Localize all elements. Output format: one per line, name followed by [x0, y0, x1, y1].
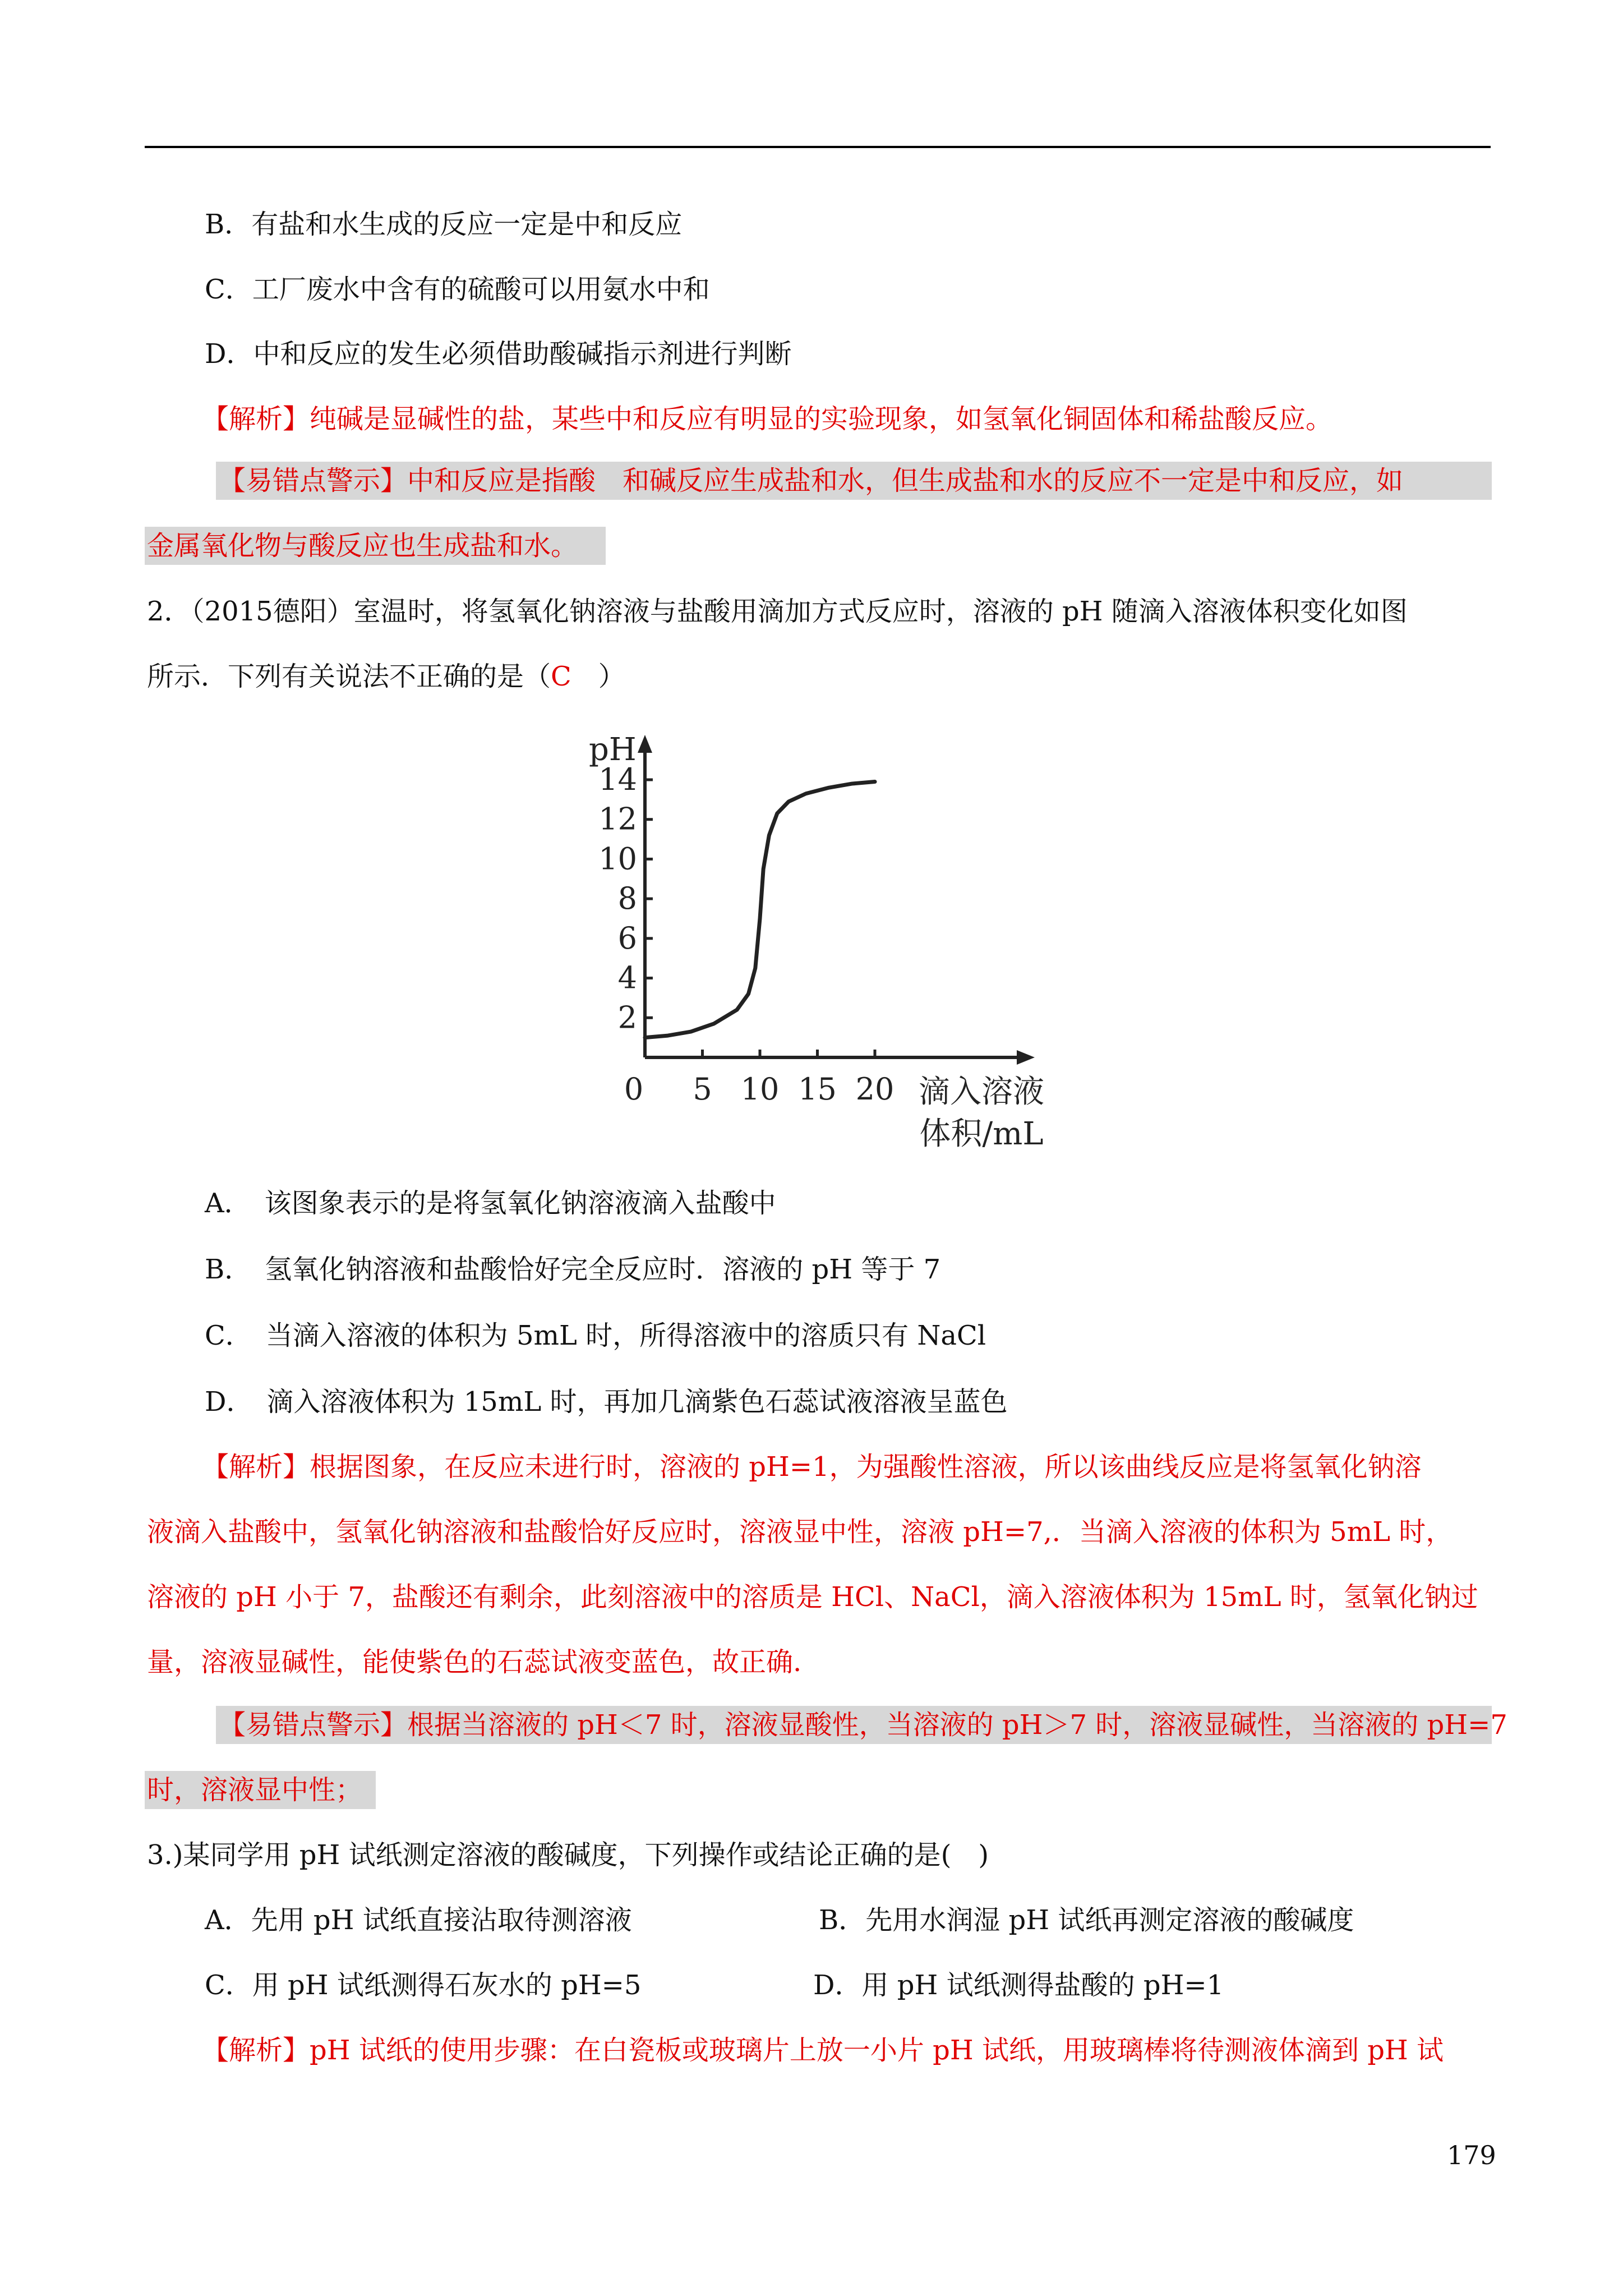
q2-stem-prefix: 所示．下列有关说法不正确的是（	[147, 661, 551, 692]
page-number: 179	[1447, 2140, 1496, 2170]
q2-option-b: B． 氢氧化钠溶液和盐酸恰好完全反应时．溶液的 pH 等于 7	[205, 1254, 941, 1285]
q1-warning-line1: 【易错点警示】中和反应是指酸 和碱反应生成盐和水，但生成盐和水的反应不一定是中和反应，如	[219, 465, 1404, 496]
header-rule	[145, 146, 1491, 148]
q3-option-b: B．先用水润湿 pH 试纸再测定溶液的酸碱度	[819, 1904, 1354, 1936]
x-tick-label: 10	[740, 1071, 780, 1107]
y-tick-label: 2	[617, 1000, 637, 1036]
q2-stem-line2	[147, 660, 625, 693]
y-tick-label: 10	[598, 841, 637, 877]
q2-analysis-line1: 【解析】根据图象，在反应未进行时，溶液的 pH=1，为强酸性溶液，所以该曲线反应是将氢氧化钠溶	[202, 1451, 1422, 1483]
y-tick-label: 6	[617, 920, 637, 956]
q2-option-a: A． 该图象表示的是将氢氧化钠溶液滴入盐酸中	[205, 1188, 776, 1219]
chart-layer	[589, 731, 1044, 1152]
y-tick-label: 8	[617, 881, 637, 917]
ph-titration-chart	[561, 718, 1099, 1167]
q2-stem-suffix: ）	[571, 661, 625, 692]
q2-answer: C	[551, 661, 571, 692]
q2-option-c: C． 当滴入溶液的体积为 5mL 时，所得溶液中的溶质只有 NaCl	[205, 1320, 986, 1351]
x-tick-label: 5	[693, 1071, 712, 1107]
q3-stem: 3.)某同学用 pH 试纸测定溶液的酸碱度，下列操作或结论正确的是( )	[147, 1839, 989, 1871]
q1-analysis: 【解析】纯碱是显碱性的盐，某些中和反应有明显的实验现象，如氢氧化铜固体和稀盐酸反应。	[202, 403, 1333, 435]
x-axis-label-line2: 体积/mL	[919, 1116, 1044, 1152]
q1-option-b: B．有盐和水生成的反应一定是中和反应	[205, 209, 683, 240]
q1-option-d: D．中和反应的发生必须借助酸碱指示剂进行判断	[205, 338, 792, 370]
q2-analysis-line3: 溶液的 pH 小于 7，盐酸还有剩余，此刻溶液中的溶质是 HCl、NaCl，滴入溶液体积为 15mL 时，氢氧化钠过	[147, 1581, 1478, 1613]
q2-warning-line2: 时，溶液显中性；	[147, 1774, 363, 1806]
x-tick-label: 15	[798, 1071, 837, 1107]
x-tick-label: 0	[624, 1071, 644, 1107]
y-tick-label: 12	[598, 801, 637, 837]
q3-option-c: C．用 pH 试纸测得石灰水的 pH=5	[205, 1970, 642, 2001]
q3-option-a: A．先用 pH 试纸直接沾取待测溶液	[205, 1904, 632, 1936]
q2-analysis-line4: 量，溶液显碱性，能使紫色的石蕊试液变蓝色，故正确.	[147, 1646, 802, 1678]
q2-warning-line1: 【易错点警示】根据当溶液的 pH＜7 时，溶液显酸性，当溶液的 pH＞7 时，溶液显碱性，当溶液的 pH=7	[219, 1709, 1507, 1741]
y-axis-arrow	[638, 735, 652, 753]
q2-stem-line1: 2．（2015德阳）室温时，将氢氧化钠溶液与盐酸用滴加方式反应时，溶液的 pH 随滴入溶液体积变化如图	[147, 596, 1408, 627]
y-tick-label: 4	[617, 960, 637, 996]
x-tick-label: 20	[855, 1071, 895, 1107]
q2-analysis-line2: 液滴入盐酸中，氢氧化钠溶液和盐酸恰好反应时，溶液显中性，溶液 pH=7,．当滴入溶液的体积为 5mL 时，	[147, 1516, 1453, 1548]
x-axis-label-line1: 滴入溶液	[919, 1074, 1044, 1110]
q1-warning-line2: 金属氧化物与酸反应也生成盐和水。	[147, 530, 578, 562]
y-tick-label: 14	[598, 762, 637, 797]
q3-analysis: 【解析】pH 试纸的使用步骤：在白瓷板或玻璃片上放一小片 pH 试纸，用玻璃棒将待测液体滴到 pH 试	[202, 2035, 1444, 2066]
q1-option-c: C．工厂废水中含有的硫酸可以用氨水中和	[205, 274, 710, 305]
q2-option-d: D． 滴入溶液体积为 15mL 时，再加几滴紫色石蕊试液溶液呈蓝色	[205, 1386, 1008, 1418]
q3-option-d: D．用 pH 试纸测得盐酸的 pH=1	[813, 1970, 1224, 2001]
y-axis-label: pH	[589, 731, 637, 768]
x-axis-arrow	[1017, 1050, 1035, 1065]
ph-curve	[645, 782, 875, 1038]
